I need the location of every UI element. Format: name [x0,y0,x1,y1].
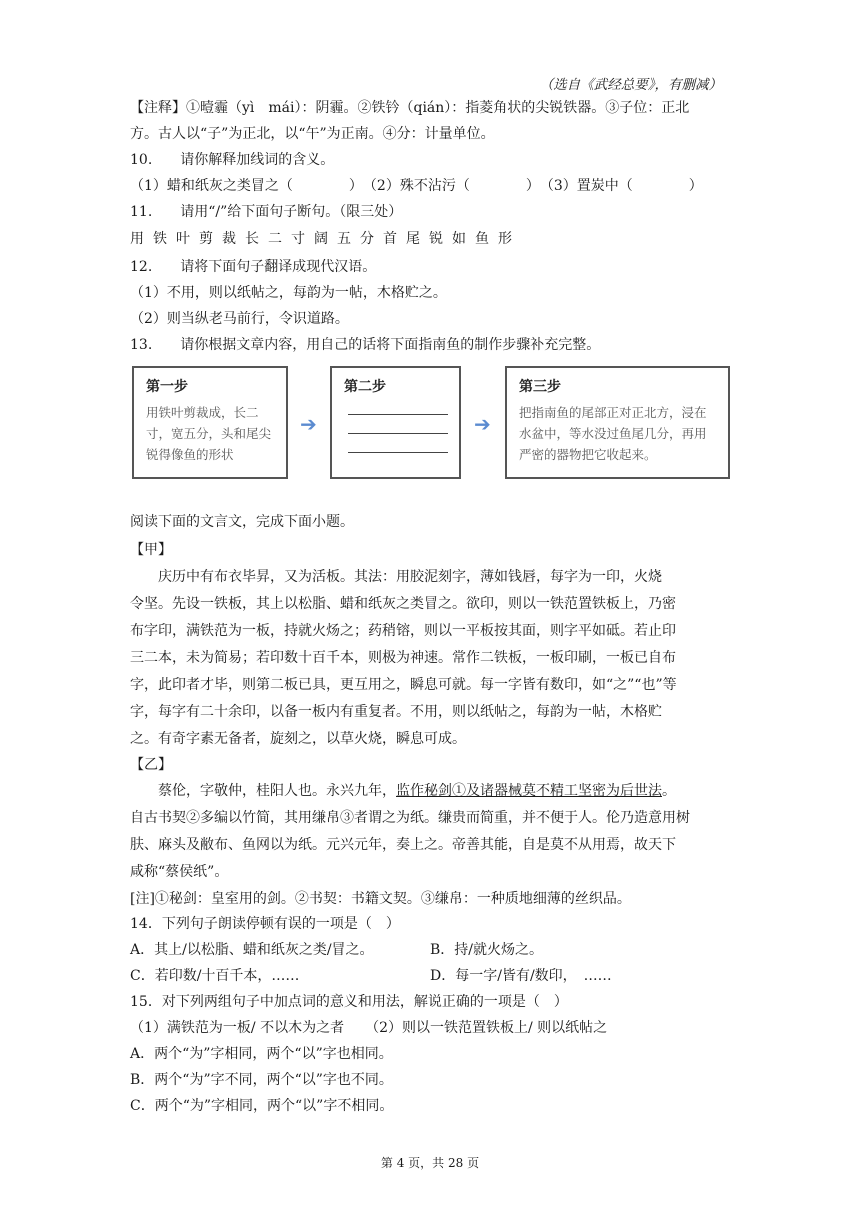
passage-jia-line: 之。有奇字素无备者，旋刻之，以草火烧，瞬息可成。 [130,731,466,747]
step-1-box [132,366,288,479]
answer-blank-line [348,433,448,434]
question-14-option-a: A．其上/以松脂、蜡和纸灰之类/冒之。 [130,942,374,958]
question-12-item-1: （1）不用，则以纸帖之，每韵为一帖，木格贮之。 [130,285,447,301]
passage-jia-line: 字，每字有二十余印，以备一板内有重复者。不用，则以纸帖之，每韵为一帖，木格贮 [130,704,662,720]
answer-blank-line [348,414,448,415]
question-10-items: （1）蜡和纸灰之类冒之（ ） （2）殊不沾污（ ） （3）置炭中（ ） [130,178,703,194]
question-14: 14．下列句子朗读停顿有误的一项是（ ） [130,916,400,932]
arrow-right-icon: ➔ [300,412,317,436]
underlined-sentence: 监作秘剑①及诸器械莫不精工坚密为后世法 [396,783,662,799]
passage-yi-line: 咸称“蔡侯纸”。 [130,864,229,880]
passage-yi-text: 。 [662,783,676,799]
question-15-sentences: （1）满铁范为一板/ 不以木为之者 （2）则以一铁范置铁板上/ 则以纸帖之 [130,1020,608,1036]
question-15-option-a: A．两个“为”字相同，两个“以”字也相同。 [130,1046,393,1062]
source-note: （选自《武经总要》，有删减） [539,77,722,93]
question-15-option-c: C．两个“为”字相同，两个“以”字不相同。 [130,1098,394,1114]
step-3-box [505,366,730,479]
question-14-option-c: C．若印数/十百千本，…… [130,968,300,984]
question-12: 12. 请将下面句子翻译成现代汉语。 [130,259,377,275]
passage-yi-notes: [注]①秘剑：皇室用的剑。②书契：书籍文契。③缣帛：一种质地细薄的丝织品。 [130,891,631,907]
page-footer: 第 4 页，共 28 页 [380,1156,480,1170]
question-13: 13. 请你根据文章内容，用自己的话将下面指南鱼的制作步骤补充完整。 [130,337,601,353]
passage-jia-line: 庆历中有布衣毕昇，又为活板。其法：用胶泥刻字，薄如钱唇，每字为一印，火烧 [158,569,662,585]
passage-jia-line: 布字印，满铁范为一板，持就火炀之；药稍镕，则以一平板按其面，则字平如砥。若止印 [130,623,676,639]
step-2-title: 第二步 [344,379,386,395]
step-3-text: 把指南鱼的尾部正对正北方，浸在水盆中，等水没过鱼尾几分，再用严密的器物把它收起来。 [519,405,707,462]
reading-instruction: 阅读下面的文言文，完成下面小题。 [130,514,354,530]
passage-yi-line: 肤、麻头及敝布、鱼网以为纸。元兴元年，奏上之。帝善其能，自是莫不从用焉，故天下 [130,837,676,853]
step-3-title: 第三步 [519,379,561,395]
answer-blank-line [348,452,448,453]
passage-yi-line [158,781,758,801]
arrow-right-icon: ➔ [474,412,491,436]
passage-yi-text: 蔡伦，字敬仲，桂阳人也。永兴九年， [158,783,396,799]
passage-jia-line: 令坚。先设一铁板，其上以松脂、蜡和纸灰之类冒之。欲印，则以一铁范置铁板上，乃密 [130,596,676,612]
question-12-item-2: （2）则当纵老马前行，令识道路。 [130,311,349,327]
question-10: 10. 请你解释加线词的含义。 [130,152,335,168]
annotation-line-1: 【注释】①曀霾（yì mái）：阴霾。②铁钤（qián）：指菱角状的尖锐铁器。③子位：正北 [130,100,690,116]
question-15-option-b: B．两个“为”字不同，两个“以”字也不同。 [130,1072,393,1088]
step-1-text: 用铁叶剪裁成，长二寸，宽五分，头和尾尖锐得像鱼的形状 [146,405,272,462]
step-2-box [330,366,461,479]
question-11: 11. 请用“/”给下面句子断句。（限三处） [130,204,403,220]
passage-yi-line: 自古书契②多编以竹简，其用缣帛③者谓之为纸。缣贵而简重，并不便于人。伦乃造意用树 [130,810,690,826]
step-1-title: 第一步 [146,379,188,395]
passage-jia-line: 字，此印者才毕，则第二板已具，更互用之，瞬息可就。每一字皆有数印，如“之”“也”等 [130,677,677,693]
section-yi-label: 【乙】 [130,757,172,773]
question-15: 15．对下列两组句子中加点词的意义和用法，解说正确的一项是（ ） [130,994,568,1010]
question-11-sentence: 用铁叶剪裁长二寸阔五分首尾锐如鱼形 [130,231,521,247]
question-14-option-d: D．每一字/皆有/数印， …… [430,968,612,984]
question-14-option-b: B．持/就火炀之。 [430,942,544,958]
annotation-line-2: 方。古人以“子”为正北，以“午”为正南。④分：计量单位。 [130,126,495,142]
passage-jia-line: 三二本，未为简易；若印数十百千本，则极为神速。常作二铁板，一板印刷，一板已自布 [130,650,676,666]
section-jia-label: 【甲】 [130,542,172,558]
